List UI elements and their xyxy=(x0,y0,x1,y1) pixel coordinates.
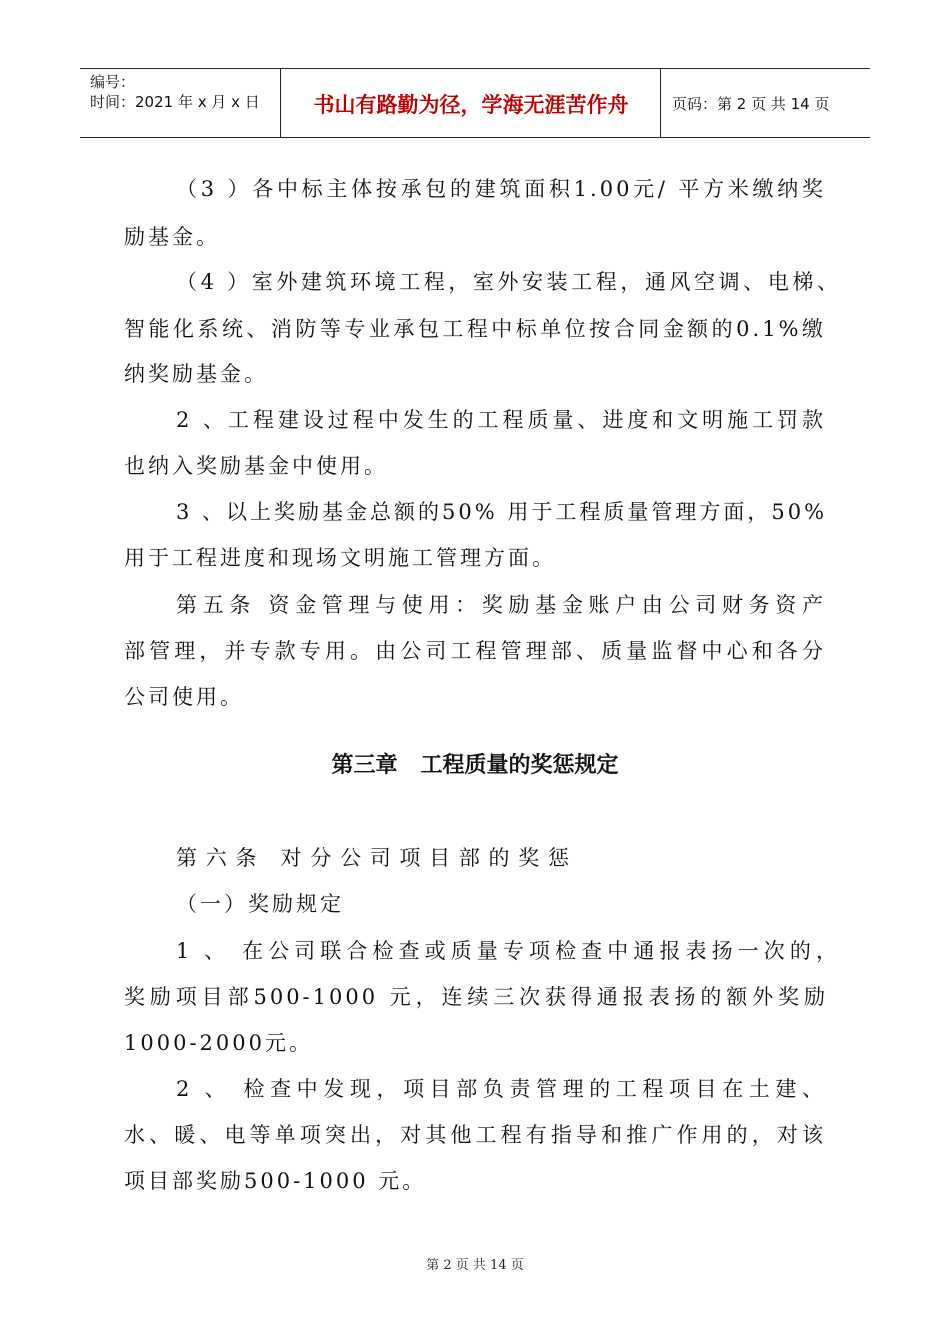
header-page-label: 页码：第 2 页 共 14 页 xyxy=(672,95,830,113)
body-line-8: 3 、以上奖励基金总额的50% 用于工程质量管理方面，50% xyxy=(176,500,828,524)
header-motto: 书山有路勤为径，学海无涯苦作舟 xyxy=(313,93,629,117)
body2-line-6: 2 、 检查中发现，项目部负责管理的工程项目在土建、 xyxy=(176,1077,826,1101)
body-line-1: （3 ）各中标主体按承包的建筑面积1.00元/ 平方米缴纳奖 xyxy=(176,177,826,201)
body-line-10: 第五条 资金管理与使用：奖励基金账户由公司财务资产 xyxy=(176,593,826,617)
body-line-5: 纳奖励基金。 xyxy=(124,362,268,386)
chapter-title: 第三章 工程质量的奖惩规定 xyxy=(331,753,619,778)
body-line-11: 部管理，并专款专用。由公司工程管理部、质量监督中心和各分 xyxy=(124,639,826,663)
body2-line-8: 项目部奖励500-1000 元。 xyxy=(124,1169,427,1193)
body-line-4: 智能化系统、消防等专业承包工程中标单位按合同金额的0.1%缴 xyxy=(124,317,826,341)
document-header xyxy=(80,68,870,138)
body2-line-4: 奖励项目部500-1000 元，连续三次获得通报表扬的额外奖励 xyxy=(124,985,828,1009)
body-line-6: 2 、工程建设过程中发生的工程质量、进度和文明施工罚款 xyxy=(176,408,826,432)
body2-line-5: 1000-2000元。 xyxy=(124,1031,313,1055)
reward-rules-heading: （一）奖励规定 xyxy=(176,892,344,916)
doc-number-label: 编号： xyxy=(90,73,136,91)
header-motto-cell xyxy=(282,69,661,137)
body-line-7: 也纳入奖励基金中使用。 xyxy=(124,454,388,478)
header-page-cell xyxy=(662,69,870,137)
body-line-9: 用于工程进度和现场文明施工管理方面。 xyxy=(124,546,556,570)
body-line-2: 励基金。 xyxy=(124,225,220,249)
header-meta-cell xyxy=(80,69,281,137)
body-line-3: （4 ）室外建筑环境工程，室外安装工程，通风空调、电梯、 xyxy=(176,270,841,294)
body-line-12: 公司使用。 xyxy=(124,685,244,709)
page-footer: 第 2 页 共 14 页 xyxy=(426,1258,524,1273)
doc-date-label: 时间：2021 年 x 月 x 日 xyxy=(90,93,260,111)
body2-line-3: 1 、 在公司联合检查或质量专项检查中通报表扬一次的， xyxy=(176,939,840,963)
body2-line-7: 水、暖、电等单项突出，对其他工程有指导和推广作用的，对该 xyxy=(124,1123,826,1147)
article-six-heading: 第六条 对分公司项目部的奖惩 xyxy=(176,846,572,870)
